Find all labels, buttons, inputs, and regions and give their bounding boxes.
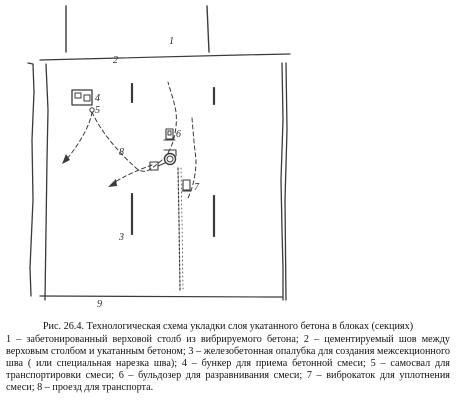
label-4: 4 <box>95 93 100 104</box>
block-boundaries <box>28 63 287 300</box>
label-8: 8 <box>119 147 124 158</box>
vibratory-roller <box>150 150 191 191</box>
cemented-joint-line <box>40 54 290 60</box>
figure-caption <box>6 321 450 393</box>
bulldozer <box>164 129 175 140</box>
transport-route <box>62 82 196 198</box>
label-7: 7 <box>194 182 199 193</box>
label-2: 2 <box>113 55 118 66</box>
compacted-strip <box>178 168 183 290</box>
label-1: 1 <box>169 36 174 47</box>
label-3: 3 <box>119 232 124 243</box>
upstream-column-outline <box>66 6 209 52</box>
hopper-and-truck <box>72 90 94 112</box>
label-5: 5 <box>95 105 100 116</box>
caption-body: 1 – забетонированный верховой столб из вибрируемого бетона; 2 – цементируемый шов между верховым столбом и укатанным бетоном; 3 – железобетонная опалубка для создания межсекционного шва ( или специальная нарезка шва); 4 – бункер для приема бетонной смеси; 5 – самосвал для транспортировки смеси; 6 – бульдозер для разравнивания смеси; 7 – виброкаток для уплотнения смеси; 8 – проезд для транспорта. <box>6 333 450 393</box>
label-9: 9 <box>97 299 102 310</box>
label-6: 6 <box>176 129 181 140</box>
caption-title: Рис. 26.4. Технологическая схема укладки слоя укатанного бетона в блоках (секциях) <box>42 321 414 332</box>
